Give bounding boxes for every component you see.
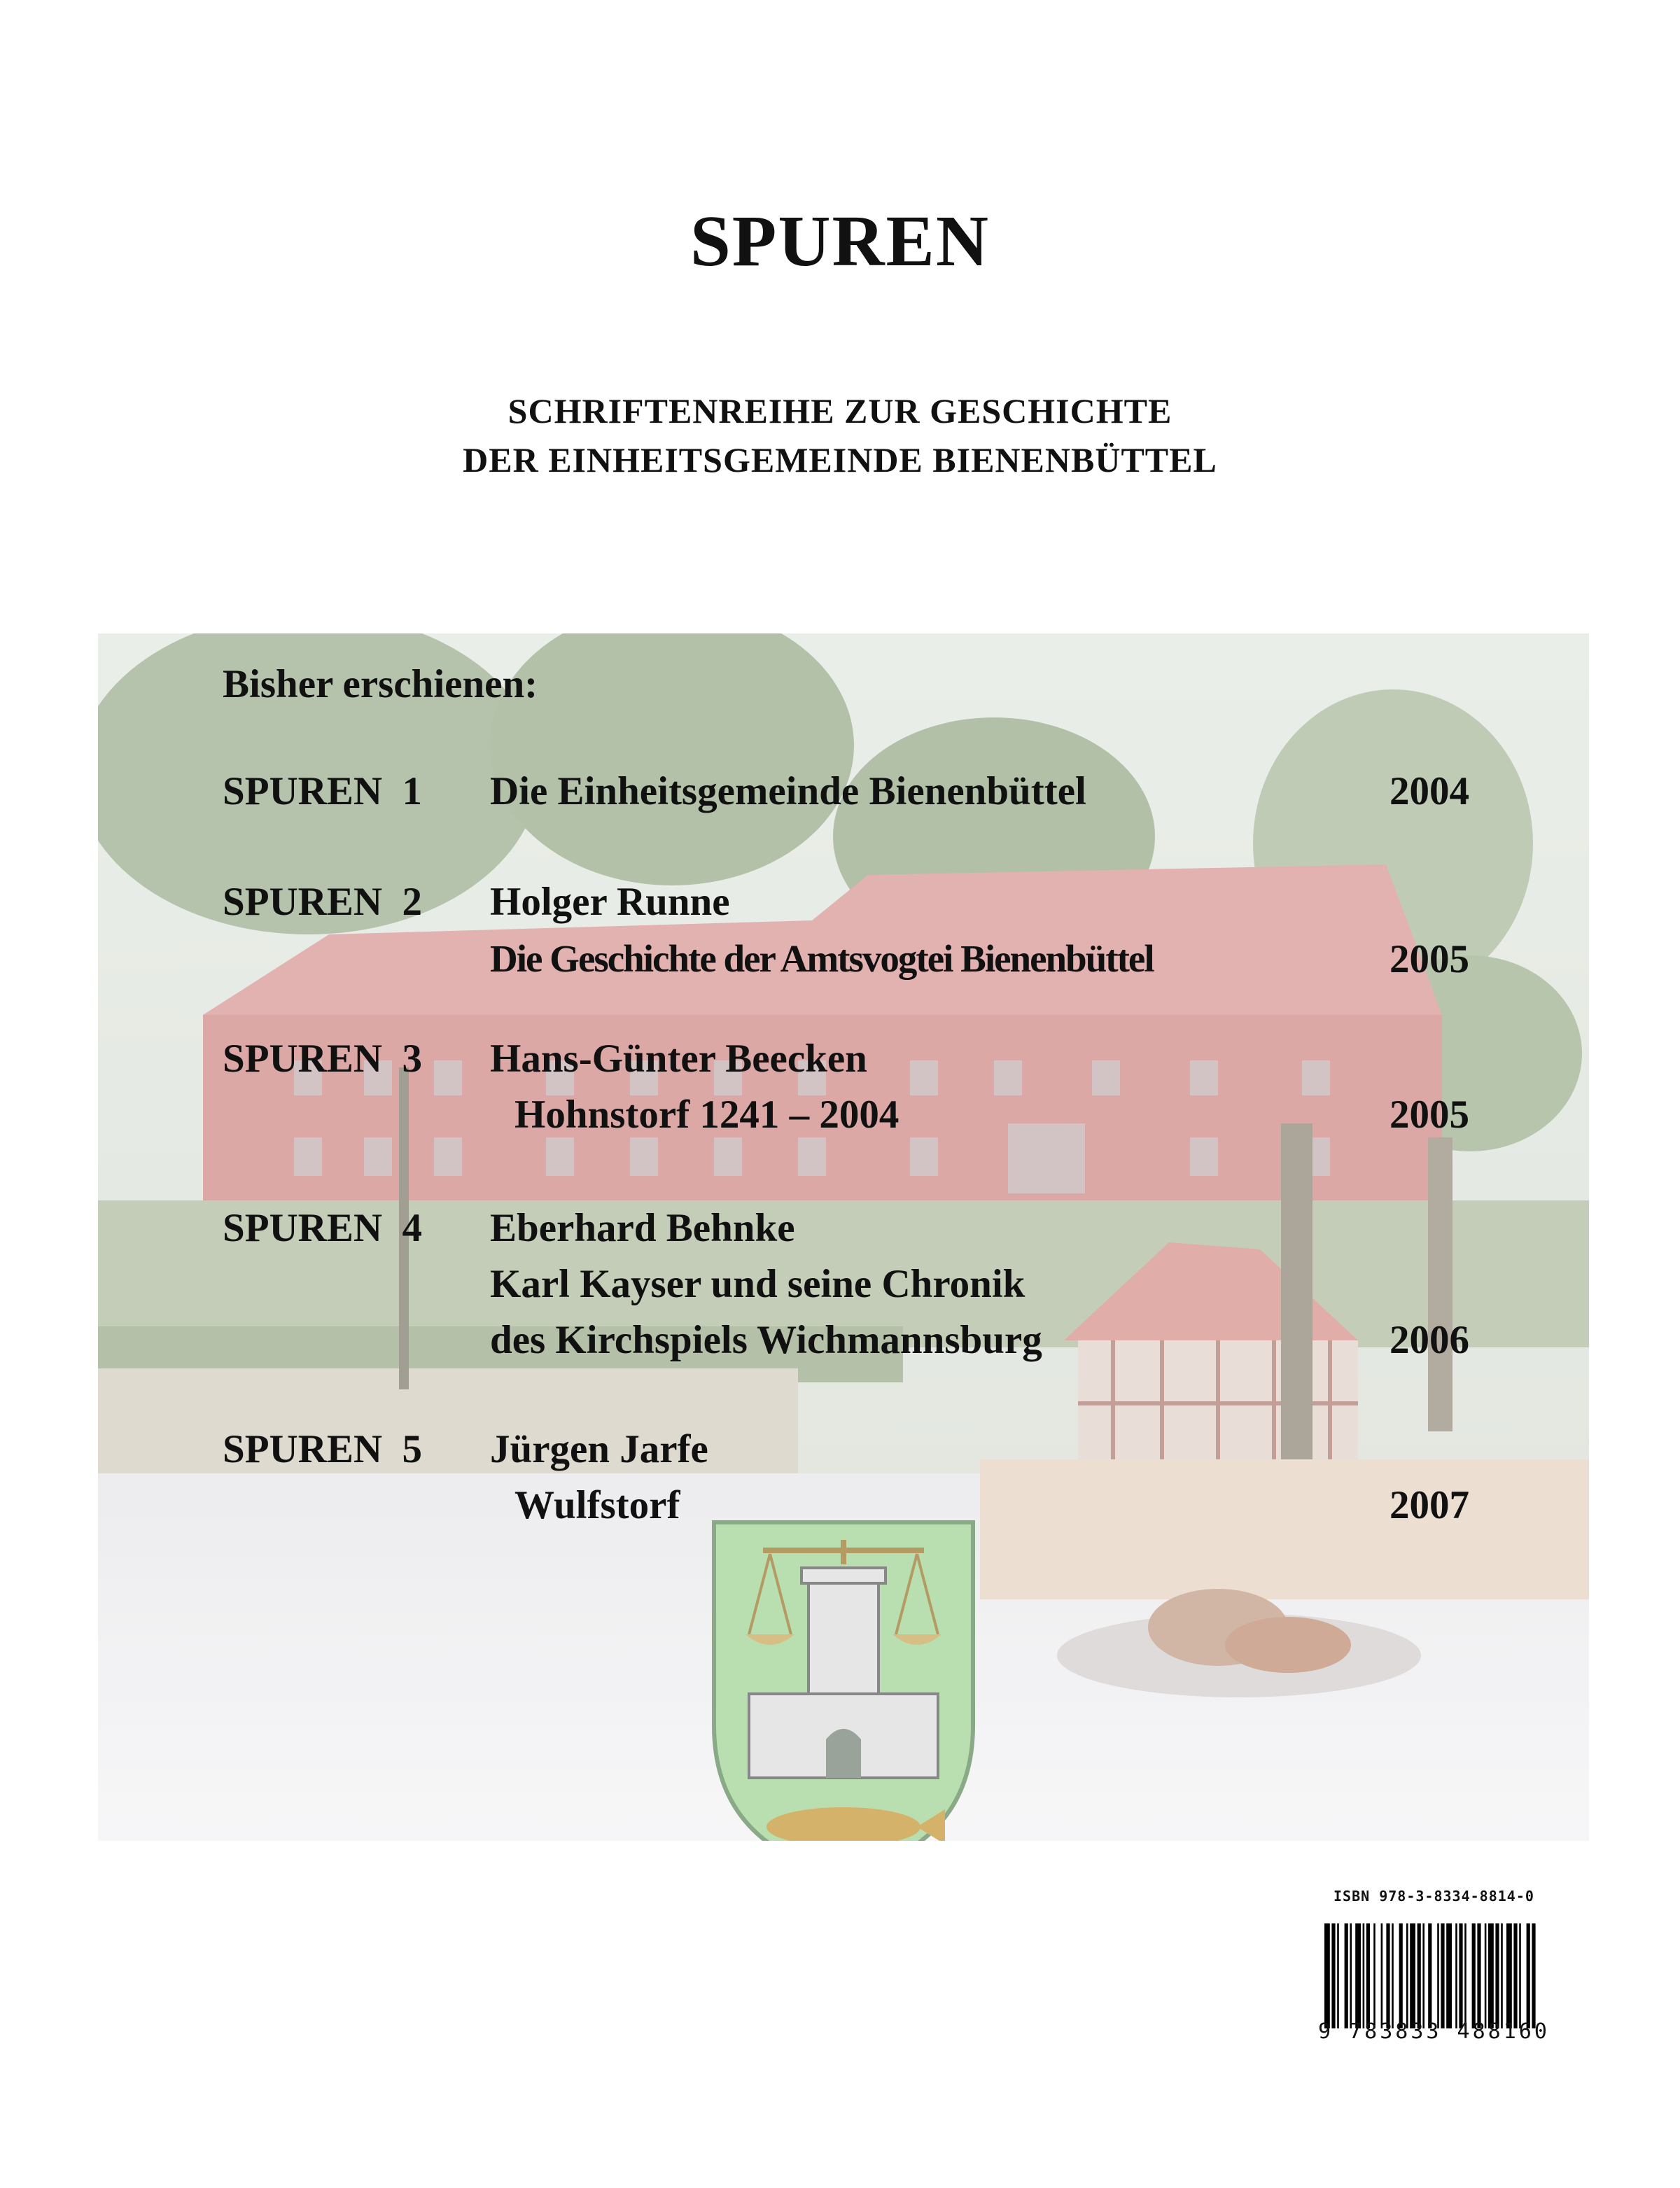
barcode-bar bbox=[1345, 1923, 1348, 2028]
entry-year: 2006 bbox=[1390, 1318, 1469, 1362]
entry-author: Holger Runne bbox=[490, 880, 730, 924]
entry-label: SPUREN 1 bbox=[223, 769, 423, 813]
entry-year: 2005 bbox=[1390, 1093, 1469, 1137]
series-subtitle-line2: DER EINHEITSGEMEINDE BIENENBÜTTEL bbox=[463, 440, 1217, 479]
entry-title: Karl Kayser und seine Chronik bbox=[490, 1262, 1026, 1306]
barcode-bar bbox=[1386, 1923, 1390, 2028]
barcode-bar bbox=[1437, 1923, 1439, 2028]
barcode-bar bbox=[1399, 1923, 1403, 2028]
barcode-bar bbox=[1441, 1923, 1444, 2028]
entry-label: SPUREN 3 bbox=[223, 1037, 423, 1081]
barcode-bar bbox=[1392, 1923, 1394, 2028]
entry-author: Eberhard Behnke bbox=[490, 1206, 795, 1250]
entry-label: SPUREN 2 bbox=[223, 880, 423, 924]
entry-title: Wulfstorf bbox=[514, 1483, 680, 1527]
entry-title: Die Geschichte der Amtsvogtei Bienenbüttel bbox=[490, 937, 1154, 980]
entry-title: Die Einheitsgemeinde Bienenbüttel bbox=[490, 769, 1086, 813]
barcode-bar bbox=[1373, 1923, 1376, 2028]
barcode-bar bbox=[1337, 1923, 1339, 2028]
barcode-bar bbox=[1488, 1923, 1494, 2028]
barcode-bar bbox=[1464, 1923, 1466, 2028]
barcode-bar bbox=[1428, 1923, 1432, 2028]
isbn-text: ISBN 978-3-8334-8814-0 bbox=[1334, 1888, 1534, 1905]
entry-year: 2005 bbox=[1390, 937, 1469, 981]
barcode-bar bbox=[1410, 1923, 1415, 2028]
barcode-icon bbox=[1315, 1909, 1586, 2070]
series-subtitle-line1: SCHRIFTENREIHE ZUR GESCHICHTE bbox=[507, 391, 1172, 430]
barcode-bar bbox=[1472, 1923, 1476, 2028]
barcode-bar bbox=[1527, 1923, 1530, 2028]
barcode-bar bbox=[1459, 1923, 1462, 2028]
barcode-bar bbox=[1513, 1923, 1517, 2028]
barcode-bar bbox=[1519, 1923, 1521, 2028]
coat-of-arms-icon bbox=[707, 1515, 980, 1841]
entry-author: Hans-Günter Beecken bbox=[490, 1037, 867, 1081]
barcode-bar bbox=[1366, 1923, 1370, 2028]
barcode-bar bbox=[1355, 1923, 1361, 2028]
barcode-bar bbox=[1532, 1923, 1535, 2028]
entry-label: SPUREN 4 bbox=[223, 1206, 423, 1250]
barcode-bar bbox=[1422, 1923, 1424, 2028]
barcode-bar bbox=[1381, 1923, 1383, 2028]
barcode-bar bbox=[1477, 1923, 1480, 2028]
entry-title: Hohnstorf 1241 – 2004 bbox=[514, 1093, 899, 1137]
barcode-bar bbox=[1363, 1923, 1365, 2028]
barcode-bar bbox=[1446, 1923, 1452, 2028]
entry-label: SPUREN 5 bbox=[223, 1427, 423, 1471]
list-heading: Bisher erschienen: bbox=[223, 662, 538, 706]
entry-author: Jürgen Jarfe bbox=[490, 1427, 708, 1471]
barcode-bar bbox=[1485, 1923, 1487, 2028]
barcode-bar bbox=[1350, 1923, 1352, 2028]
barcode-digits: 9 783833 488160 bbox=[1318, 2019, 1550, 2044]
barcode-bar bbox=[1455, 1923, 1457, 2028]
barcode-bar bbox=[1331, 1923, 1335, 2028]
cover-title: SPUREN bbox=[690, 201, 990, 281]
barcode-bar bbox=[1324, 1923, 1330, 2028]
entry-title: des Kirchspiels Wichmannsburg bbox=[490, 1318, 1042, 1362]
barcode-bar bbox=[1418, 1923, 1421, 2028]
barcode-bar bbox=[1506, 1923, 1512, 2028]
barcode-bar bbox=[1501, 1923, 1503, 2028]
entry-year: 2007 bbox=[1390, 1483, 1469, 1527]
barcode-bar bbox=[1406, 1923, 1408, 2028]
entry-year: 2004 bbox=[1390, 769, 1469, 813]
barcode-bar bbox=[1495, 1923, 1499, 2028]
